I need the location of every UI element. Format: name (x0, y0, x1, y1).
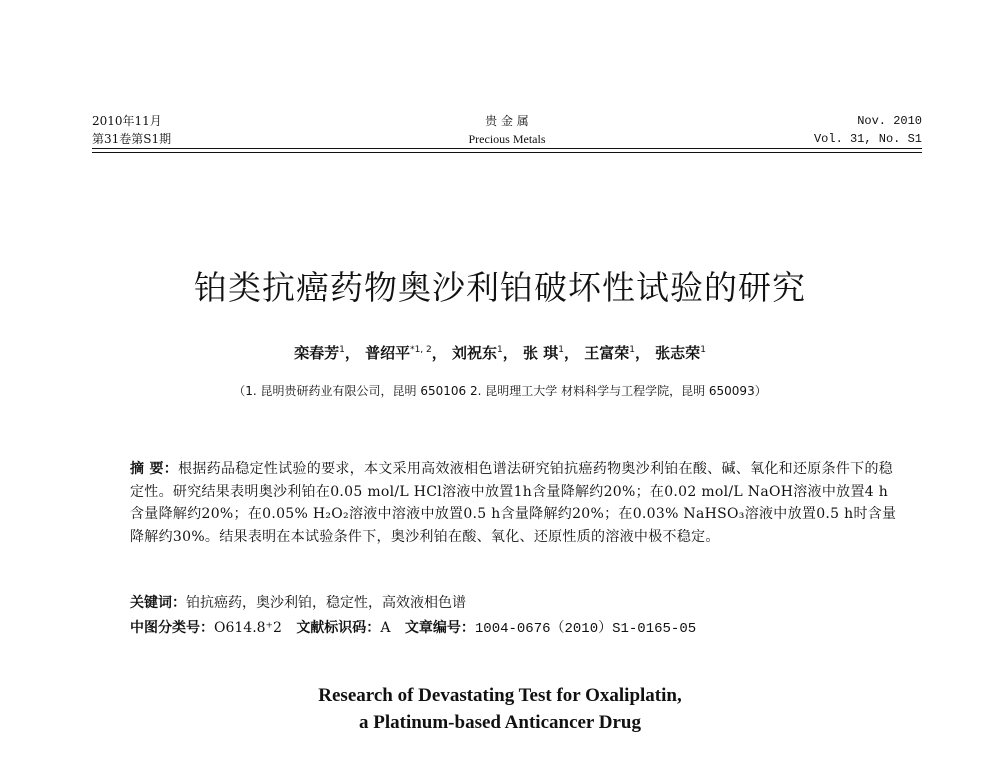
journal-name-cn: 贵 金 属 (485, 114, 529, 128)
affiliations: （1. 昆明贵研药业有限公司，昆明 650106 2. 昆明理工大学 材料科学与工程学院，昆明 650093） (233, 384, 767, 398)
classification-line (130, 617, 900, 637)
author-affil-mark: 1 (629, 345, 635, 355)
author-name: 张志荣 (655, 344, 701, 362)
header-date: 2010年11月 (92, 114, 162, 128)
abstract-text: 根据药品稳定性试验的要求，本文采用高效液相色谱法研究铂抗癌药物奥沙利铂在酸、碱、氧化和还原条件下的稳定性。研究结果表明奥沙利铂在0.05 mol/L HCl溶液中放置1h含量降解约20%；在0.02 mol/L NaOH溶液中放置4 h含量降解约20%；在0.05% H₂O₂溶液中溶液中放置0.5 h含量降解约20%；在0.03% NaHSO₃溶液中放置0.5 h时含量降解约30%。结果表明在本试验条件下，奥沙利铂在酸、氧化、还原性质的溶液中极不稳定。 (130, 461, 897, 545)
english-title-line1: Research of Devastating Test for Oxaliplatin, (318, 685, 682, 706)
header-date-en: Nov. 2010 (857, 114, 922, 128)
author-affil-mark: 1 (558, 345, 564, 355)
keywords-label: 关键词： (130, 595, 186, 611)
paper-title: 铂类抗癌药物奥沙利铂破坏性试验的研究 (194, 268, 806, 307)
author-name: 刘祝东 (452, 344, 498, 362)
header-rule-thick (92, 148, 922, 149)
clc-label: 中图分类号： (130, 620, 214, 636)
keywords (130, 592, 900, 612)
header-rule-thin (92, 152, 922, 153)
author-name: 王富荣 (584, 344, 630, 362)
header-date-volume-en (814, 112, 922, 148)
author-affil-mark: 1 (339, 345, 345, 355)
author-name: 普绍平 (365, 344, 411, 362)
author-name: 栾春芳 (294, 344, 340, 362)
english-title (0, 682, 1000, 736)
clc-value: O614.8⁺2 (214, 620, 282, 636)
author-affil-mark: *1, 2 (410, 345, 432, 355)
abstract (130, 458, 900, 548)
author-affil-mark: 1 (700, 345, 706, 355)
header-volume-en: Vol. 31, No. S1 (813, 132, 922, 146)
doc-code-value: A (380, 620, 391, 636)
author-affil-mark: 1 (497, 345, 503, 355)
abstract-label: 摘 要： (130, 461, 179, 477)
doc-code-label: 文献标识码： (296, 620, 381, 636)
keywords-text: 铂抗癌药，奥沙利铂，稳定性，高效液相色谱 (186, 595, 466, 611)
journal-name-en: Precious Metals (468, 132, 546, 146)
header-volume: 第31卷第S1期 (92, 132, 172, 146)
running-header (92, 112, 922, 152)
article-no-value: 1004-0676（2010）S1-0165-05 (474, 621, 697, 637)
english-title-line2: a Platinum-based Anticancer Drug (358, 712, 641, 733)
article-no-label: 文章编号： (404, 620, 475, 636)
author-name: 张 琪 (522, 344, 559, 362)
author-list: 栾春芳$^1$， 普绍平$^{*1, 2}$， 刘祝东$^1$， 张 琪$^1$， 王富荣$^1$， 张志荣$^1$ (294, 344, 706, 362)
header-journal (92, 112, 922, 148)
